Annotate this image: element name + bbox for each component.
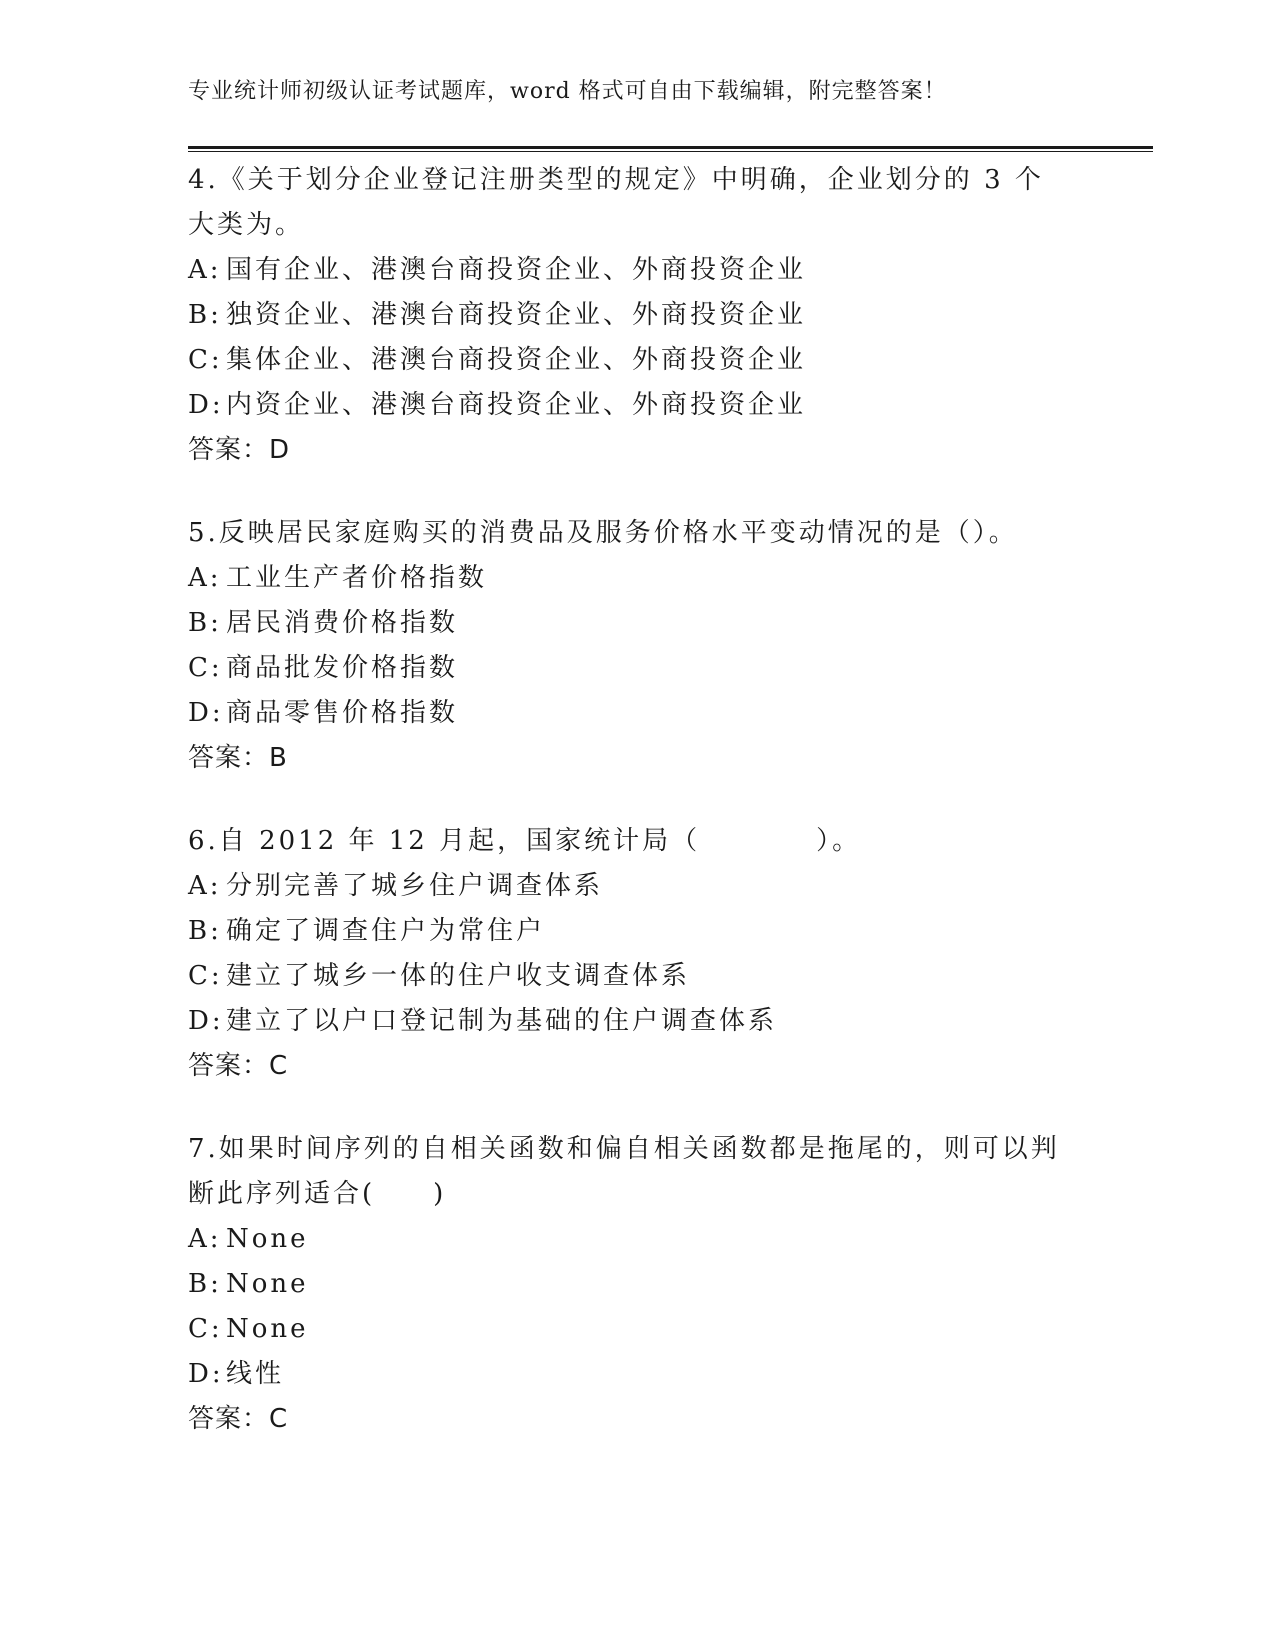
- option-text: 国有企业、港澳台商投资企业、外商投资企业: [226, 255, 807, 285]
- header-divider-thin: [188, 151, 1153, 152]
- question-list: [188, 158, 1068, 1480]
- option-letter: C:: [188, 1314, 223, 1344]
- question-stem: 7.如果时间序列的自相关函数和偏自相关函数都是拖尾的，则可以判断此序列适合( ): [188, 1134, 1060, 1209]
- option-letter: A:: [188, 255, 222, 285]
- option-letter: D:: [188, 698, 224, 728]
- option-c: [188, 954, 1068, 999]
- option-text: 商品零售价格指数: [226, 698, 459, 728]
- option-text: 集体企业、港澳台商投资企业、外商投资企业: [226, 345, 807, 375]
- question-stem: 6.自 2012 年 12 月起，国家统计局（ ）。: [188, 826, 862, 856]
- answer-line: 答案：C: [188, 1051, 289, 1081]
- option-text: 建立了以户口登记制为基础的住户调查体系: [226, 1006, 778, 1036]
- option-text: 独资企业、港澳台商投资企业、外商投资企业: [226, 300, 807, 330]
- answer-line: 答案：C: [188, 1404, 289, 1434]
- option-letter: C:: [188, 961, 223, 991]
- option-d: [188, 999, 1068, 1044]
- option-text: None: [226, 1314, 309, 1344]
- page-header: 专业统计师初级认证考试题库，word 格式可自由下载编辑，附完整答案！: [188, 79, 947, 104]
- question-stem: 4.《关于划分企业登记注册类型的规定》中明确，企业划分的 3 个大类为。: [188, 165, 1044, 240]
- option-list: [188, 1217, 1068, 1397]
- option-text: 分别完善了城乡住户调查体系: [226, 871, 604, 901]
- option-letter: C:: [188, 345, 223, 375]
- option-c: [188, 1307, 1068, 1352]
- option-d: [188, 383, 1068, 428]
- option-d: [188, 1352, 1068, 1397]
- option-text: 确定了调查住户为常住户: [226, 916, 546, 946]
- option-letter: D:: [188, 1359, 224, 1389]
- option-a: [188, 556, 1068, 601]
- option-c: [188, 338, 1068, 383]
- option-text: None: [226, 1269, 309, 1299]
- option-letter: A:: [188, 1224, 222, 1254]
- option-d: [188, 691, 1068, 736]
- option-letter: B:: [188, 1269, 222, 1299]
- option-text: 工业生产者价格指数: [226, 563, 488, 593]
- option-a: [188, 864, 1068, 909]
- header-divider-thick: [188, 146, 1153, 149]
- option-b: [188, 1262, 1068, 1307]
- option-letter: C:: [188, 653, 223, 683]
- option-b: [188, 293, 1068, 338]
- option-letter: A:: [188, 871, 222, 901]
- question-4: [188, 158, 1068, 473]
- question-5: [188, 511, 1068, 781]
- option-letter: B:: [188, 300, 222, 330]
- option-b: [188, 601, 1068, 646]
- question-7: [188, 1127, 1068, 1442]
- option-text: 建立了城乡一体的住户收支调查体系: [226, 961, 691, 991]
- option-text: 内资企业、港澳台商投资企业、外商投资企业: [226, 390, 807, 420]
- option-letter: D:: [188, 390, 224, 420]
- question-6: [188, 819, 1068, 1089]
- option-text: 居民消费价格指数: [226, 608, 459, 638]
- option-letter: B:: [188, 608, 222, 638]
- question-stem: 5.反映居民家庭购买的消费品及服务价格水平变动情况的是（）。: [188, 518, 1018, 548]
- option-letter: A:: [188, 563, 222, 593]
- answer-line: 答案：D: [188, 435, 291, 465]
- option-text: 线性: [226, 1359, 285, 1389]
- option-letter: D:: [188, 1006, 224, 1036]
- option-letter: B:: [188, 916, 222, 946]
- option-b: [188, 909, 1068, 954]
- option-list: [188, 248, 1068, 428]
- option-a: [188, 1217, 1068, 1262]
- option-a: [188, 248, 1068, 293]
- option-c: [188, 646, 1068, 691]
- option-text: None: [226, 1224, 309, 1254]
- option-text: 商品批发价格指数: [226, 653, 459, 683]
- option-list: [188, 864, 1068, 1044]
- option-list: [188, 556, 1068, 736]
- answer-line: 答案：B: [188, 743, 288, 773]
